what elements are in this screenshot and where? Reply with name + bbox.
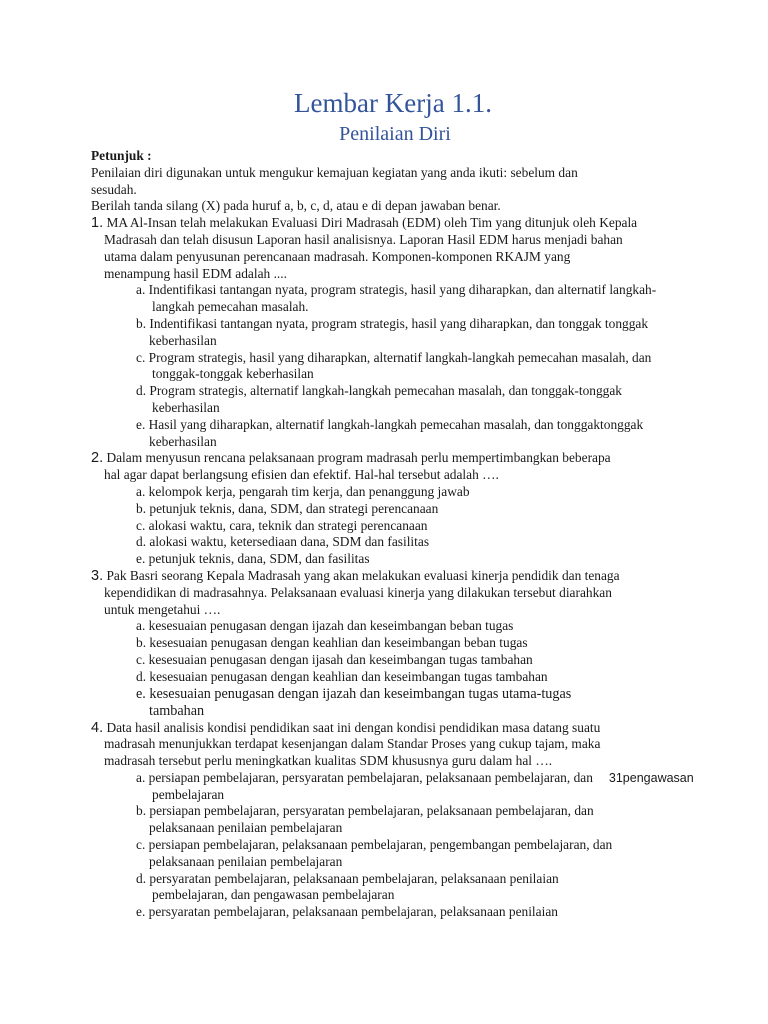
option-a-text: a. persiapan pembelajaran, persyaratan pembelajaran, pelaksanaan pembelajaran, dan	[136, 769, 593, 785]
question-number: 3.	[91, 567, 104, 584]
question-text: hal agar dapat berlangsung efisien dan efektif. Hal-hal tersebut adalah ….	[104, 467, 499, 483]
question-text: Madrasah dan telah disusun Laporan hasil analisisnya. Laporan Hasil EDM harus menjadi bahan	[104, 231, 623, 247]
page-number-overlap: 31pengawasan	[608, 770, 694, 785]
option-e[interactable]: e. petunjuk teknis, dana, SDM, dan fasilitas	[136, 551, 370, 567]
question-text: Data hasil analisis kondisi pendidikan saat ini dengan kondisi pendidikan masa datang suatu	[103, 719, 601, 735]
option-b[interactable]: b. persiapan pembelajaran, persyaratan pembelajaran, pelaksanaan pembelajaran, dan	[136, 803, 594, 819]
option-e[interactable]: e. persyaratan pembelajaran, pelaksanaan pembelajaran, pelaksanaan penilaian	[136, 904, 558, 920]
option-e-continued: tambahan	[149, 702, 205, 719]
option-c-continued: pelaksanaan penilaian pembelajaran	[149, 853, 343, 869]
question-text: untuk mengetahui ….	[104, 601, 221, 617]
option-e[interactable]: e. Hasil yang diharapkan, alternatif langkah-langkah pemecahan masalah, dan tonggaktonggak	[136, 416, 644, 432]
option-b[interactable]: b. petunjuk teknis, dana, SDM, dan strategi perencanaan	[136, 500, 439, 516]
option-e[interactable]: e. kesesuaian penugasan dengan ijazah dan keseimbangan tugas utama-tugas	[136, 685, 572, 702]
option-d[interactable]: d. alokasi waktu, ketersediaan dana, SDM dan fasilitas	[136, 534, 430, 550]
option-d-continued: keberhasilan	[152, 399, 220, 415]
question-2	[91, 450, 721, 568]
option-c[interactable]: c. kesesuaian penugasan dengan ijasah dan keseimbangan tugas tambahan	[136, 651, 533, 667]
option-a-continued: pembelajaran	[152, 786, 225, 802]
option-a[interactable]: a. Indentifikasi tantangan nyata, program strategis, hasil yang diharapkan, dan alternatif langkah-	[136, 282, 657, 298]
question-number: 2.	[91, 450, 104, 467]
instruction-line: sesudah.	[91, 181, 137, 197]
question-text: Pak Basri seorang Kepala Madrasah yang akan melakukan evaluasi kinerja pendidik dan tenaga	[103, 567, 620, 583]
option-d[interactable]: d. Program strategis, alternatif langkah-langkah pemecahan masalah, dan tonggak-tonggak	[136, 383, 622, 399]
question-3	[91, 568, 721, 720]
option-e-continued: keberhasilan	[149, 433, 217, 449]
question-4	[91, 720, 721, 922]
question-number: 4.	[91, 719, 104, 736]
question-text: madrasah tersebut perlu meningkatkan kualitas SDM khususnya guru dalam hal ….	[104, 753, 553, 769]
instructions-block	[91, 148, 721, 215]
option-d[interactable]: d. kesesuaian penugasan dengan keahlian dan keseimbangan tugas tambahan	[136, 668, 548, 684]
question-text: kependidikan di madrasahnya. Pelaksanaan evaluasi kinerja yang dilakukan tersebut diarahkan	[104, 584, 612, 600]
question-number: 1.	[91, 215, 104, 232]
question-text: madrasah menunjukkan terdapat kesenjangan dalam Standar Proses yang cukup tajam, maka	[104, 736, 601, 752]
option-b-continued: keberhasilan	[149, 332, 217, 348]
worksheet-body	[91, 148, 721, 921]
option-d-continued: pembelajaran, dan pengawasan pembelajaran	[152, 887, 395, 903]
question-text: Dalam menyusun rencana pelaksanaan program madrasah perlu mempertimbangkan beberapa	[103, 450, 611, 466]
option-c[interactable]: c. Program strategis, hasil yang diharapkan, alternatif langkah-langkah pemecahan masalah, dan	[136, 349, 652, 365]
question-text: menampung hasil EDM adalah ....	[104, 265, 287, 281]
option-c[interactable]: c. persiapan pembelajaran, pelaksanaan pembelajaran, pengembangan pembelajaran, dan	[136, 837, 613, 853]
instruction-line: Berilah tanda silang (X) pada huruf a, b, c, d, atau e di depan jawaban benar.	[91, 198, 501, 214]
instructions-label: Petunjuk :	[91, 148, 152, 163]
option-a-continued: langkah pemecahan masalah.	[152, 299, 309, 315]
instruction-line: Penilaian diri digunakan untuk mengukur kemajuan kegiatan yang anda ikuti: sebelum dan	[91, 164, 578, 180]
question-text: utama dalam penyusunan perencanaan madrasah. Komponen-komponen RKAJM yang	[104, 248, 571, 264]
option-c[interactable]: c. alokasi waktu, cara, teknik dan strategi perencanaan	[136, 517, 428, 533]
option-a[interactable]: a. kesesuaian penugasan dengan ijazah dan keseimbangan beban tugas	[136, 618, 514, 634]
page-subtitle: Penilaian Diri	[339, 123, 451, 145]
option-a[interactable]	[91, 770, 721, 787]
option-d[interactable]: d. persyaratan pembelajaran, pelaksanaan pembelajaran, pelaksanaan penilaian	[136, 870, 559, 886]
option-b[interactable]: b. kesesuaian penugasan dengan keahlian dan keseimbangan beban tugas	[136, 635, 528, 651]
question-text: MA Al-Insan telah melakukan Evaluasi Diri Madrasah (EDM) oleh Tim yang ditunjuk oleh Kepala	[103, 215, 638, 231]
question-1	[91, 215, 721, 450]
page-title: Lembar Kerja 1.1.	[294, 88, 492, 118]
option-c-continued: tonggak-tonggak keberhasilan	[152, 366, 314, 382]
option-b-continued: pelaksanaan penilaian pembelajaran	[149, 820, 343, 836]
option-b[interactable]: b. Indentifikasi tantangan nyata, program strategis, hasil yang diharapkan, dan tonggak tonggak	[136, 315, 649, 331]
option-a[interactable]: a. kelompok kerja, pengarah tim kerja, dan penanggung jawab	[136, 483, 470, 499]
